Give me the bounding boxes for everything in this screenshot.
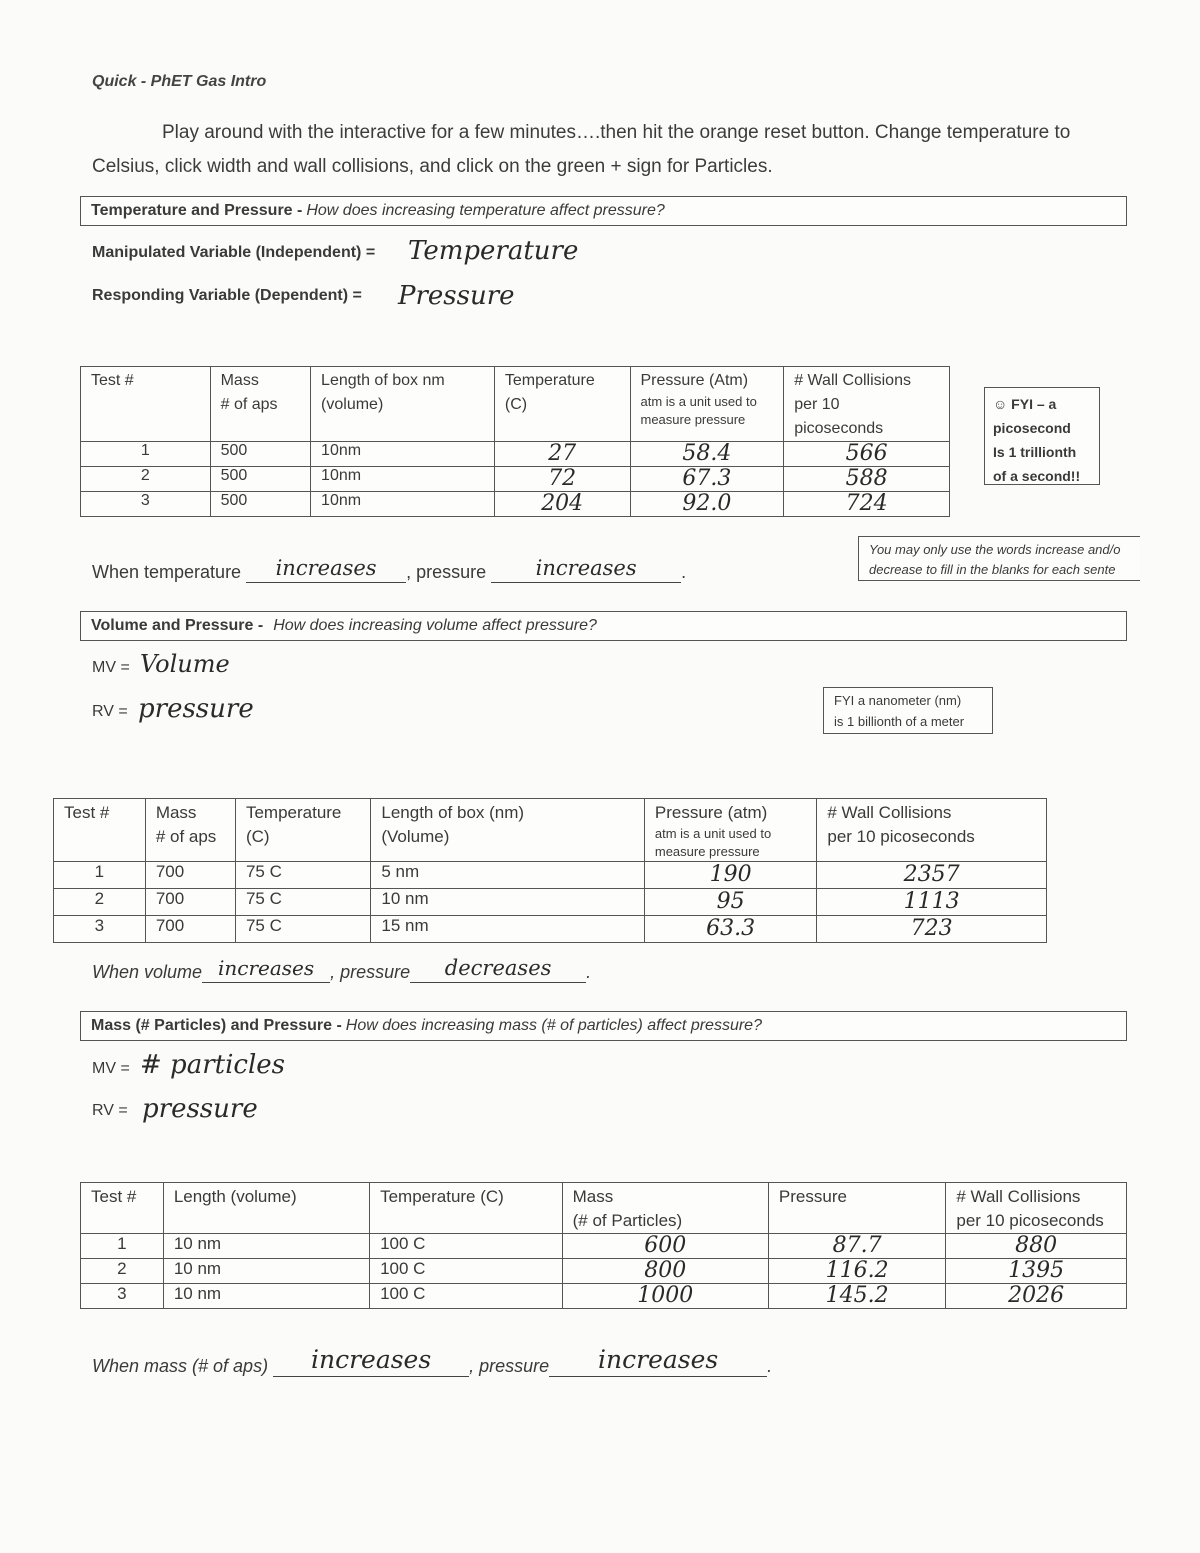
fyi-line: is 1 billionth of a meter [834,714,965,729]
table-row [81,1284,1127,1309]
table-row [54,862,1047,889]
table-row [54,916,1047,943]
cell-temperature: 75 C [235,862,370,889]
s3-mv-label: MV = [92,1060,130,1077]
cell-collisions: 724 [784,492,950,517]
cell-test: 2 [81,1259,164,1284]
table-row [81,1234,1127,1259]
s1-mv-label: Manipulated Variable (Independent) = [92,244,376,261]
cell-pressure: 92.0 [630,492,784,517]
fyi-picosecond-box [984,387,1100,485]
cell-temperature: 100 C [370,1284,563,1309]
cell-mass: 500 [210,492,310,517]
s1-blank-1: increases [246,560,406,583]
cell-test: 3 [81,492,211,517]
cell-collisions: 880 [946,1234,1127,1259]
instruction-note-box [858,536,1140,581]
cell-pressure: 63.3 [644,916,817,943]
sentence-text: When mass (# of aps) [92,1356,269,1376]
cell-test: 3 [54,916,146,943]
sentence-text: When temperature [92,562,242,582]
cell-temperature: 27 [494,442,630,467]
section-3-heading: Mass (# Particles) and Pressure - [91,1017,342,1034]
header-temperature: Temperature (C) [235,799,370,862]
table-row [81,492,950,517]
table-mass-pressure [80,1182,1127,1309]
sentence-text: . [767,1356,773,1376]
header-mass: Mass # of aps [145,799,235,862]
s2-blank-1: increases [202,960,330,983]
header-test: Test # [81,1183,164,1234]
page-title: Quick - PhET Gas Intro [92,73,267,90]
section-1-banner [80,196,1127,226]
instructions: Play around with the interactive for a few minutes….then hit the orange reset button. Change temperature to Celsius, click width and wall collisions, and click on the green + sign for Particles. [92,122,1071,177]
header-temperature: Temperature (C) [494,367,630,442]
cell-collisions: 1113 [817,889,1047,916]
s3-blank-1: increases [273,1354,469,1377]
s2-mv-label: MV = [92,659,130,676]
header-pressure: Pressure [768,1183,945,1234]
cell-temperature: 100 C [370,1234,563,1259]
section-1-heading: Temperature and Pressure - [91,202,303,219]
cell-pressure: 145.2 [768,1284,945,1309]
s1-conclusion [92,556,687,583]
table-temperature-pressure [80,366,950,517]
cell-mass: 500 [210,442,310,467]
header-mass: Mass # of aps [210,367,310,442]
cell-mass: 700 [145,916,235,943]
section-3-question: How does increasing mass (# of particles) affect pressure? [345,1017,762,1034]
section-3-banner [80,1011,1127,1041]
cell-length: 10nm [311,492,495,517]
header-collisions: # Wall Collisions per 10 picoseconds [784,367,950,442]
cell-collisions: 588 [784,467,950,492]
cell-length: 10 nm [371,889,644,916]
cell-mass: 600 [562,1234,768,1259]
s3-rv-answer: pressure [142,1094,258,1124]
cell-mass: 700 [145,862,235,889]
cell-temperature: 75 C [235,889,370,916]
header-collisions: # Wall Collisions per 10 picoseconds [817,799,1047,862]
note-line: You may only use the words increase and/o [869,542,1121,557]
cell-temperature: 72 [494,467,630,492]
fyi-line: of a second!! [993,468,1081,484]
cell-length: 15 nm [371,916,644,943]
sentence-text: , pressure [406,562,487,582]
header-pressure: Pressure (atm) atm is a unit used to measure pressure [644,799,817,862]
header-pressure: Pressure (Atm) atm is a unit used to measure pressure [630,367,784,442]
cell-mass: 700 [145,889,235,916]
cell-test: 1 [81,1234,164,1259]
cell-mass: 500 [210,467,310,492]
s3-mv-answer: # particles [140,1050,285,1080]
s1-rv-answer: Pressure [398,281,515,311]
fyi-line: ☺ FYI – a [993,396,1057,412]
cell-test: 3 [81,1284,164,1309]
fyi-line: FYI a nanometer (nm) [834,693,962,708]
table-header-row [81,367,950,442]
fyi-line: Is 1 trillionth [993,444,1077,460]
header-temperature: Temperature (C) [370,1183,563,1234]
fyi-nanometer-box [823,687,993,734]
cell-pressure: 58.4 [630,442,784,467]
cell-test: 1 [54,862,146,889]
sentence-text: , pressure [469,1356,550,1376]
s3-conclusion [92,1345,773,1377]
cell-temperature: 75 C [235,916,370,943]
s3-rv-label: RV = [92,1102,128,1119]
section-2-question: How does increasing volume affect pressure? [273,617,597,634]
cell-length: 5 nm [371,862,644,889]
s1-rv-label: Responding Variable (Dependent) = [92,287,362,304]
table-row [81,1259,1127,1284]
table-row [81,467,950,492]
s2-rv-label: RV = [92,703,128,720]
fyi-line: picosecond [993,420,1071,436]
cell-pressure: 95 [644,889,817,916]
cell-mass: 1000 [562,1284,768,1309]
cell-test: 2 [81,467,211,492]
s2-blank-2: decreases [410,960,586,983]
table-header-row [81,1183,1127,1234]
section-2-heading: Volume and Pressure - [91,617,264,634]
s2-conclusion [92,956,592,983]
s2-rv-answer: pressure [138,694,254,724]
cell-collisions: 723 [817,916,1047,943]
section-1-question: How does increasing temperature affect pressure? [306,202,665,219]
sentence-text: When volume [92,962,203,982]
sentence-text: , pressure [330,962,411,982]
cell-length: 10nm [311,467,495,492]
header-length: Length (volume) [163,1183,369,1234]
header-length: Length of box nm (volume) [311,367,495,442]
s3-blank-2: increases [549,1354,767,1377]
cell-collisions: 1395 [946,1259,1127,1284]
s1-mv-answer: Temperature [408,236,579,266]
table-row [54,889,1047,916]
header-length: Length of box (nm) (Volume) [371,799,644,862]
header-collisions: # Wall Collisions per 10 picoseconds [946,1183,1127,1234]
header-test: Test # [81,367,211,442]
cell-temperature: 100 C [370,1259,563,1284]
header-test: Test # [54,799,146,862]
header-mass: Mass (# of Particles) [562,1183,768,1234]
note-line: decrease to fill in the blanks for each sente [869,562,1116,577]
cell-length: 10 nm [163,1234,369,1259]
cell-test: 1 [81,442,211,467]
cell-mass: 800 [562,1259,768,1284]
cell-temperature: 204 [494,492,630,517]
s1-blank-2: increases [491,560,681,583]
section-2-banner [80,611,1127,641]
cell-pressure: 116.2 [768,1259,945,1284]
cell-length: 10 nm [163,1259,369,1284]
cell-pressure: 190 [644,862,817,889]
cell-pressure: 87.7 [768,1234,945,1259]
table-header-row [54,799,1047,862]
sentence-text: . [681,562,687,582]
cell-pressure: 67.3 [630,467,784,492]
cell-length: 10 nm [163,1284,369,1309]
s2-mv-answer: Volume [140,650,230,678]
cell-length: 10nm [311,442,495,467]
table-row [81,442,950,467]
cell-test: 2 [54,889,146,916]
cell-collisions: 2357 [817,862,1047,889]
cell-collisions: 566 [784,442,950,467]
cell-collisions: 2026 [946,1284,1127,1309]
sentence-text: . [586,962,592,982]
table-volume-pressure [53,798,1047,943]
